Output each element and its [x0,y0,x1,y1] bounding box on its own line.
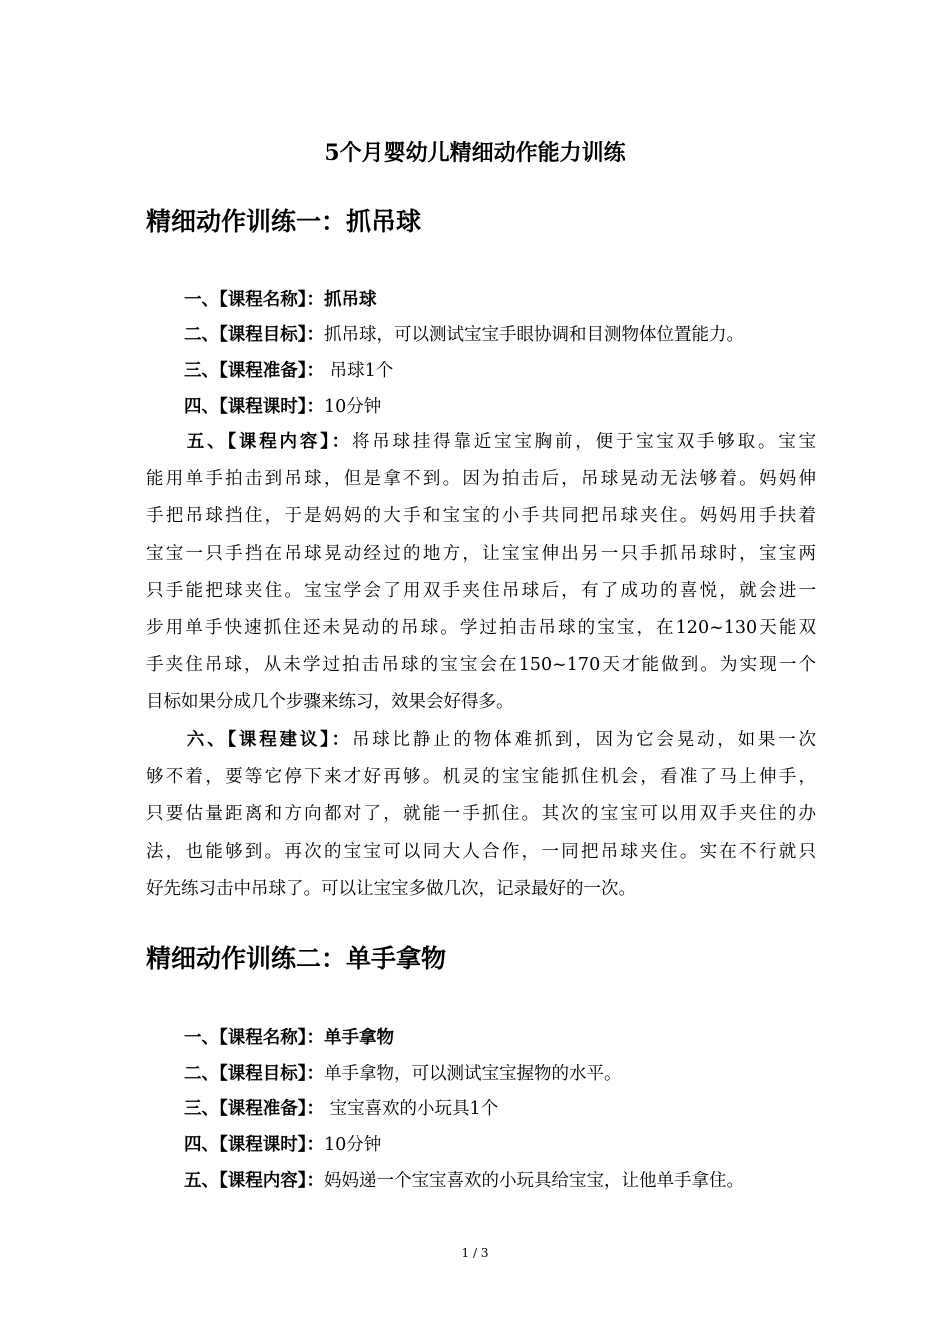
s2-course-prep-label: 三、【课程准备】： [184,1099,324,1119]
document-title: 5个月婴幼儿精细动作能力训练 [324,140,626,166]
s1-course-name [184,288,377,312]
s2-course-name-value: 单手拿物 [324,1028,394,1048]
s1-course-goal-label: 二、【课程目标】： [184,325,324,345]
s2-course-name-label: 一、【课程名称】： [184,1028,324,1048]
s2-course-goal [184,1062,622,1086]
s1-advice-line: 只要估量距离和方向都对了，就能一手抓住。其次的宝宝可以用双手夹住的办 [146,804,816,825]
s1-course-prep [184,359,393,383]
s1-advice-line: 够不着，要等它停下来才好再够。机灵的宝宝能抓住机会，看准了马上伸手， [146,767,816,788]
s1-course-duration-label: 四、【课程课时】： [184,397,324,417]
s1-content-line: 宝宝一只手挡在吊球晃动经过的地方，让宝宝伸出另一只手抓吊球时，宝宝两 [146,543,816,564]
s1-content-line: 只手能把球夹住。宝宝学会了用双手夹住吊球后，有了成功的喜悦，就会进一 [146,580,816,601]
s2-course-content [184,1169,744,1193]
s1-content-line: 步用单手快速抓住还未晃动的吊球。学过拍击吊球的宝宝，在120~130天能双 [146,618,816,639]
s1-content-line: 目标如果分成几个步骤来练习，效果会好得多。 [146,692,514,713]
s1-course-goal-value: 抓吊球，可以测试宝宝手眼协调和目测物体位置能力。 [324,325,744,345]
s1-advice-line: 好先练习击中吊球了。可以让宝宝多做几次，记录最好的一次。 [146,878,636,899]
s1-content-label: 五、【课程内容】： [184,432,352,452]
s1-content-line: 能用单手拍击到吊球，但是拿不到。因为拍击后，吊球晃动无法够着。妈妈伸 [146,469,816,490]
s1-course-content [146,424,816,722]
section-1-heading: 精细动作训练一：抓吊球 [146,207,422,236]
s1-content-line: 手把吊球挡住，于是妈妈的大手和宝宝的小手共同把吊球夹住。妈妈用手扶着 [146,506,816,527]
s1-course-goal [184,323,744,347]
s1-content-line: 手夹住吊球，从未学过拍击吊球的宝宝会在150~170天才能做到。为实现一个 [146,655,816,676]
page-number: 1 / 3 [461,1246,489,1260]
s1-course-duration [184,395,381,419]
s2-course-duration-label: 四、【课程课时】： [184,1135,324,1155]
s2-course-prep-value: 宝宝喜欢的小玩具1个 [324,1099,499,1119]
s2-course-duration [184,1133,381,1157]
s2-course-prep [184,1097,498,1121]
s1-course-name-value: 抓吊球 [324,290,377,310]
s1-course-advice [146,722,816,908]
s2-course-content-value: 妈妈递一个宝宝喜欢的小玩具给宝宝，让他单手拿住。 [324,1171,744,1191]
s1-content-line: 五、【课程内容】：将吊球挂得靠近宝宝胸前，便于宝宝双手够取。宝宝 [184,432,816,452]
s2-course-goal-label: 二、【课程目标】： [184,1064,324,1084]
s1-course-duration-value: 10分钟 [324,397,382,417]
section-2-heading: 精细动作训练二：单手拿物 [146,944,447,973]
s2-course-content-label: 五、【课程内容】： [184,1171,324,1191]
s1-course-name-label: 一、【课程名称】： [184,290,324,310]
s1-advice-line: 六、【课程建议】：吊球比静止的物体难抓到，因为它会晃动，如果一次 [184,730,816,750]
s1-advice-label: 六、【课程建议】： [184,730,352,750]
s1-course-prep-label: 三、【课程准备】： [184,361,324,381]
s2-course-goal-value: 单手拿物，可以测试宝宝握物的水平。 [324,1064,622,1084]
s2-course-duration-value: 10分钟 [324,1135,382,1155]
s2-course-name [184,1026,394,1050]
s1-advice-line: 法，也能够到。再次的宝宝可以同大人合作，一同把吊球夹住。实在不行就只 [146,841,816,862]
s1-course-prep-value: 吊球1个 [324,361,394,381]
